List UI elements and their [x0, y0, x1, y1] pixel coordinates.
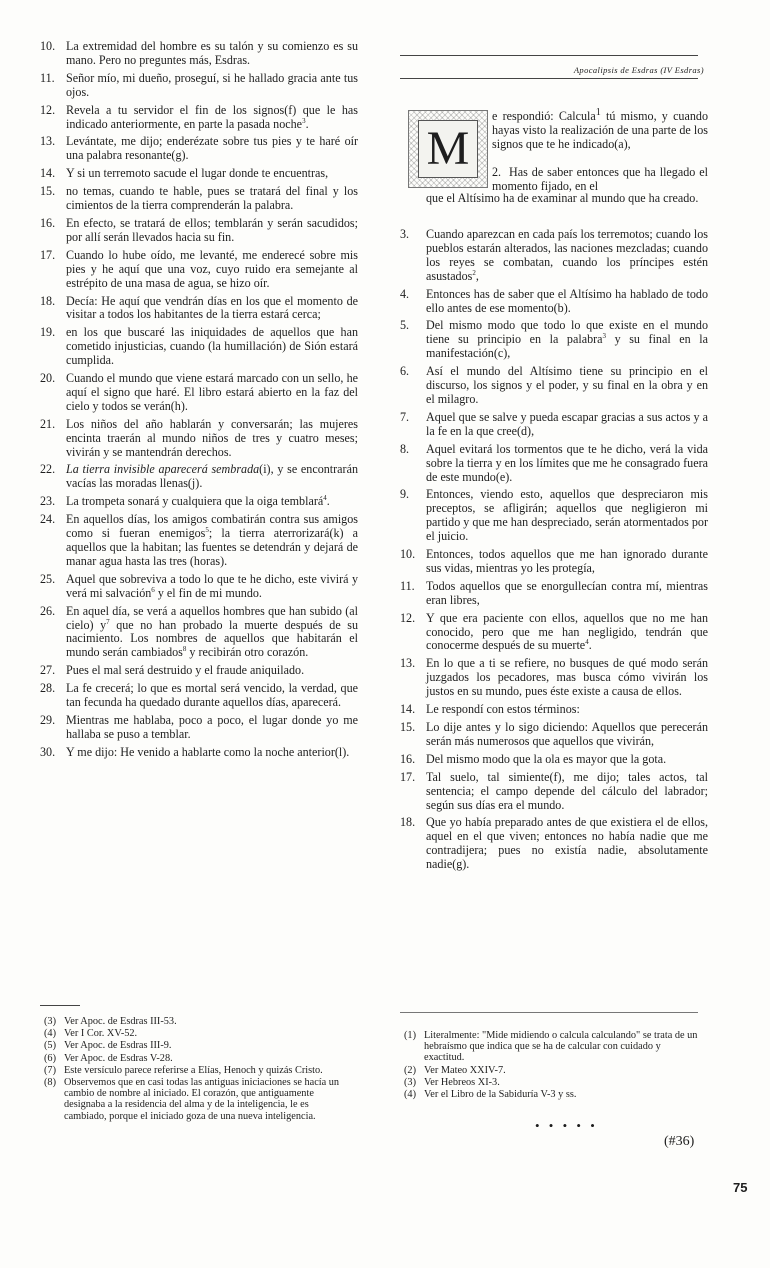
- verse-text: Aquel evitará los tormentos que te he dicho, verá la vida sobre la tierra y en los límites que me he consagrado fuera de este mundo(e).: [426, 441, 708, 484]
- verse-text: En efecto, se tratará de ellos; temblarán y serán sacudidos; por allí serán llevados hacia su fin.: [66, 215, 358, 244]
- right-verse: [400, 816, 708, 872]
- verse-text: Pues el mal será destruido y el fraude aniquilado.: [66, 663, 305, 678]
- verse-number: 13.: [400, 656, 416, 671]
- right-verse: [400, 721, 708, 749]
- verse-text: Levántate, me dijo; enderézate sobre tus pies y te haré oír una palabra resonante(g).: [66, 134, 358, 163]
- verse-text: Entonces has de saber que el Altísimo ha hablado de todo ello antes de ese momento(b).: [426, 286, 708, 315]
- verse-number: 24.: [40, 512, 56, 527]
- right-verse: [400, 365, 708, 407]
- running-title: Apocalipsis de Esdras (IV Esdras): [573, 65, 704, 75]
- right-footnotes: [400, 1030, 700, 1101]
- right-verse: [400, 580, 708, 608]
- verse-number: 14.: [40, 166, 56, 181]
- verse-text: Todos aquellos que se enorgullecían contra mí, mientras eran libres,: [426, 578, 708, 607]
- left-verse: [40, 714, 358, 742]
- drop-cap-ornament: [408, 110, 488, 188]
- verse-number: 10.: [400, 547, 416, 562]
- verse-number: 7.: [400, 409, 410, 424]
- verse-number: 11.: [40, 70, 55, 85]
- verse-number: 8.: [400, 441, 410, 456]
- verse-number: 18.: [40, 293, 56, 308]
- verse-2-tail: que el Altísimo ha de examinar al mundo que ha creado.: [426, 191, 699, 205]
- footnote-text: Ver el Libro de la Sabiduría V-3 y ss.: [424, 1089, 577, 1101]
- footnote-number: (2): [404, 1064, 417, 1076]
- chapter-opening: e respondió: Calcula$^1$ tú mismo, y cuando hayas visto la realización de una parte de los signos que te he indicado(a),: [492, 107, 708, 151]
- right-footnote: [400, 1089, 700, 1100]
- left-verse: [40, 513, 358, 569]
- verse-number: 20.: [40, 371, 56, 386]
- footnote-text: Ver Hebreos XI-3.: [424, 1076, 500, 1088]
- right-verse: [400, 288, 708, 316]
- reference-code: (#36): [664, 1134, 695, 1149]
- verse-text: Aquel que sobreviva a todo lo que te he dicho, este vivirá y verá mi salvación$^6$ y el fin de mi mundo.: [66, 571, 358, 600]
- footnote-separator-left: [40, 1005, 80, 1006]
- footnote-number: (4): [404, 1089, 417, 1101]
- right-footnote: [400, 1030, 700, 1064]
- verse-number: 16.: [40, 215, 56, 230]
- left-verse: [40, 72, 358, 100]
- verse-text: En aquellos días, los amigos combatirán contra sus amigos como si fueran enemigos$^5$; la tierra aterrorizará(k) a aquellos que la habitan; las fuentes se detendrán y dejará de manar agua hasta las tres (horas).: [66, 512, 358, 568]
- left-verse: [40, 463, 358, 491]
- verse-text: La tierra invisible aparecerá sembrada(i), y se encontrarán vacías las moradas llenas(j).: [66, 462, 358, 491]
- ornament-dots: • • • • •: [535, 1118, 598, 1133]
- left-verse: [40, 217, 358, 245]
- verse-text: Decía: He aquí que vendrán días en los que el momento de visitar a todos los habitantes de la tierra estará cerca;: [66, 293, 358, 322]
- left-footnote: [40, 1053, 340, 1064]
- footnote-number: (8): [44, 1077, 57, 1089]
- footnote-number: (3): [44, 1016, 57, 1027]
- footnote-text: Este versículo parece referirse a Elías, Henoch y quizás Cristo.: [64, 1064, 323, 1076]
- footnote-text: Ver Apoc. de Esdras III-9.: [64, 1040, 172, 1052]
- verse-text: Entonces, todos aquellos que me han ignorado durante sus vidas, mientras yo les protegía,: [426, 547, 708, 575]
- footnote-separator-right: [400, 1012, 698, 1013]
- verse-text: Tal suelo, tal simiente(f), me dijo; tales actos, tal sentencia; el campo depende del cálculo del labrador; según sus días era el mundo.: [426, 769, 708, 812]
- verse-number: 17.: [400, 769, 416, 784]
- footnote-text: Ver I Cor. XV-52.: [64, 1028, 138, 1040]
- left-verse: [40, 664, 358, 678]
- right-verse: [400, 488, 708, 544]
- verse-number: 28.: [40, 681, 56, 696]
- verse-text: Cuando el mundo que viene estará marcado con un sello, he aquí el signo que haré. El libro estará abierto en la faz del cielo y todos se verán(h).: [66, 371, 358, 413]
- footnote-number: (1): [404, 1030, 417, 1041]
- left-footnote: [40, 1016, 340, 1027]
- left-verse: [40, 295, 358, 323]
- drop-cap-letter: M: [418, 120, 478, 178]
- verse-text: La fe crecerá; lo que es mortal será vencido, la verdad, que tan fecunda ha quedado durante aquellos días, aparecerá.: [66, 681, 358, 710]
- verse-text: Mientras me hablaba, poco a poco, el lugar donde yo me hallaba se puso a temblar.: [66, 712, 358, 741]
- verse-number: 23.: [40, 494, 56, 509]
- left-footnote: [40, 1028, 340, 1039]
- verse-number: 9.: [400, 487, 410, 502]
- footnote-text: Ver Apoc. de Esdras V-28.: [64, 1052, 173, 1064]
- left-verse: [40, 135, 358, 163]
- header-rule-bottom: [400, 78, 698, 79]
- right-verse: [400, 228, 708, 284]
- right-footnote: [400, 1077, 700, 1088]
- verse-number: 10.: [40, 39, 56, 53]
- verse-text: Entonces, viendo esto, aquellos que despreciaron mis preceptos, se afligirán; aquellos que negligieron mi partido y que me han despreciado, serán atormentados por el juicio.: [426, 487, 708, 544]
- verse-text: Revela a tu servidor el fin de los signos(f) que le has indicado anteriormente, en parte la pasada noche$^3$.: [66, 102, 358, 131]
- verse-number: 3.: [400, 227, 410, 241]
- left-footnotes: [40, 1016, 340, 1123]
- right-verse: [400, 319, 708, 361]
- verse-2-head: 2. Has de saber entonces que ha llegado el momento fijado, en el: [492, 165, 708, 193]
- verse-text: Y si un terremoto sacude el lugar donde te encuentras,: [66, 166, 329, 181]
- verse-text: no temas, cuando te hable, pues se tratará del final y los cimientos de la tierra comprenderán la palabra.: [66, 184, 358, 213]
- right-verse: [400, 703, 708, 717]
- verse-text: Así el mundo del Altísimo tiene su principio en el discurso, los signos y el poder, y su final en la obra y en el milagro.: [426, 364, 708, 406]
- verse-number: 26.: [40, 603, 56, 618]
- right-verse: [400, 753, 708, 767]
- verse-text: Que yo había preparado antes de que existiera el de ellos, aquel en el que viven; entonces no había nadie que me contradijera; pues no existía nadie, absolutamente nadie(g).: [426, 815, 708, 872]
- verse-number: 16.: [400, 751, 416, 766]
- right-verse: [400, 612, 708, 654]
- right-verse: [400, 657, 708, 699]
- verse-text: La extremidad del hombre es su talón y su comienzo es su mano. Pero no preguntes más, Esdras.: [66, 39, 358, 67]
- left-verse: [40, 185, 358, 213]
- verse-text: Aquel que se salve y pueda escapar gracias a sus actos y a la fe en la que cree(d),: [426, 409, 708, 438]
- right-verse-list: [400, 228, 708, 876]
- verse-text: Le respondí con estos términos:: [426, 702, 580, 717]
- right-verse: [400, 443, 708, 485]
- left-footnote: [40, 1040, 340, 1051]
- left-verse: [40, 40, 358, 68]
- left-footnote: [40, 1065, 340, 1076]
- left-verse-list: [40, 40, 358, 764]
- verse-text: En aquel día, se verá a aquellos hombres que han subido (al cielo) $y^7$ que no han probado la muerte después de su nacimiento. Los nombres de aquellos que habitarán el mundo serán cambiados$^8$ y recibirán otro corazón.: [66, 603, 358, 660]
- left-verse: [40, 418, 358, 460]
- verse-number: 30.: [40, 744, 56, 759]
- left-verse: [40, 682, 358, 710]
- footnote-number: (3): [404, 1076, 417, 1088]
- left-verse: [40, 746, 358, 760]
- footnote-number: (7): [44, 1064, 57, 1076]
- verse-number: 29.: [40, 712, 56, 727]
- left-verse: [40, 495, 358, 509]
- left-verse: [40, 573, 358, 601]
- right-verse: [400, 411, 708, 439]
- verse-text: Cuando aparezcan en cada país los terremotos; cuando los pueblos estarán alterados, las naciones mezcladas; cuando los reyes se combatan, cuando los príncipes estén asustados$^2$,: [426, 227, 708, 283]
- verse-number: 5.: [400, 318, 410, 333]
- verse-number: 12.: [40, 102, 56, 117]
- verse-number: 17.: [40, 247, 56, 262]
- verse-text: En lo que a ti se refiere, no busques de qué modo serán juzgados los pecadores, mas busca cómo vivirán los justos en su mundo, pues éste existe a causa de ellos.: [426, 656, 708, 699]
- page-number: 75: [733, 1180, 748, 1195]
- left-verse: [40, 104, 358, 132]
- verse-number: 4.: [400, 286, 410, 301]
- verse-number: 19.: [40, 325, 56, 340]
- verse-text: Lo dije antes y lo sigo diciendo: Aquellos que perecerán serán más numerosos que aquellos que vivirán,: [426, 720, 708, 748]
- footnote-text: Ver Mateo XXIV-7.: [424, 1064, 506, 1076]
- verse-number: 15.: [40, 184, 56, 199]
- verse-number: 11.: [400, 578, 415, 593]
- verse-text: Del mismo modo que todo lo que existe en el mundo tiene su principio en la palabra$^3$ y su final en la manifestación(c),: [426, 318, 708, 361]
- verse-number: 6.: [400, 364, 410, 379]
- footnote-number: (4): [44, 1028, 57, 1040]
- verse-text: Los niños del año hablarán y conversarán; las mujeres encinta traerán al mundo niños de tres y cuatro meses; vivirán y se mantendrán derechos.: [66, 416, 358, 459]
- verse-text: Y me dijo: He venido a hablarte como la noche anterior(l).: [66, 744, 350, 759]
- left-footnote: [40, 1077, 340, 1122]
- left-verse: [40, 372, 358, 414]
- verse-number: 22.: [40, 462, 56, 477]
- right-verse: [400, 771, 708, 813]
- footnote-text: Literalmente: "Mide midiendo o calcula calculando" se trata de un hebraísmo que indica que se ha de calcular con cuidado y exactitud.: [424, 1030, 698, 1064]
- right-footnote: [400, 1065, 700, 1076]
- verse-text: Cuando lo hube oído, me levanté, me enderecé sobre mis pies y he aquí que una voz, cuyo ruido era semejante al estrépito de una masa de agua, se hizo oír.: [66, 247, 358, 290]
- verse-number: 15.: [400, 720, 416, 734]
- verse-number: 25.: [40, 571, 56, 586]
- right-verse: [400, 548, 708, 576]
- verse-text: en los que buscaré las iniquidades de aquellos que han cometido injusticias, cuando (la humillación) de Sión estará cumplida.: [66, 325, 358, 368]
- verse-number: 21.: [40, 416, 56, 431]
- left-verse: [40, 605, 358, 661]
- left-verse: [40, 249, 358, 291]
- footnote-number: (6): [44, 1052, 57, 1064]
- verse-number: 13.: [40, 134, 56, 149]
- verse-number: 27.: [40, 663, 56, 678]
- verse-number: 14.: [400, 702, 416, 717]
- verse-number: 12.: [400, 610, 416, 625]
- left-verse: [40, 167, 358, 181]
- header-rule-top: [400, 55, 698, 56]
- verse-text: Señor mío, mi dueño, proseguí, si he hallado gracia ante tus ojos.: [66, 70, 358, 99]
- footnote-text: Ver Apoc. de Esdras III-53.: [64, 1016, 177, 1027]
- verse-text: Del mismo modo que la ola es mayor que la gota.: [426, 751, 667, 766]
- left-verse: [40, 326, 358, 368]
- verse-number: 18.: [400, 815, 416, 830]
- footnote-text: Observemos que en casi todas las antiguas iniciaciones se hacía un cambio de nombre al iniciado. El corazón, que antiguamente designaba a la residencia del alma y de la inteligencia, le es cambiado, porque el iniciado goza de una nueva inteligencia.: [64, 1077, 340, 1122]
- footnote-number: (5): [44, 1040, 57, 1052]
- verse-text: La trompeta sonará y cualquiera que la oiga temblará$^4$.: [66, 494, 330, 509]
- verse-text: Y que era paciente con ellos, aquellos que no me han conocido, pero que me han negligido, tendrán que conocerme después de su muerte$^4$.: [426, 610, 708, 653]
